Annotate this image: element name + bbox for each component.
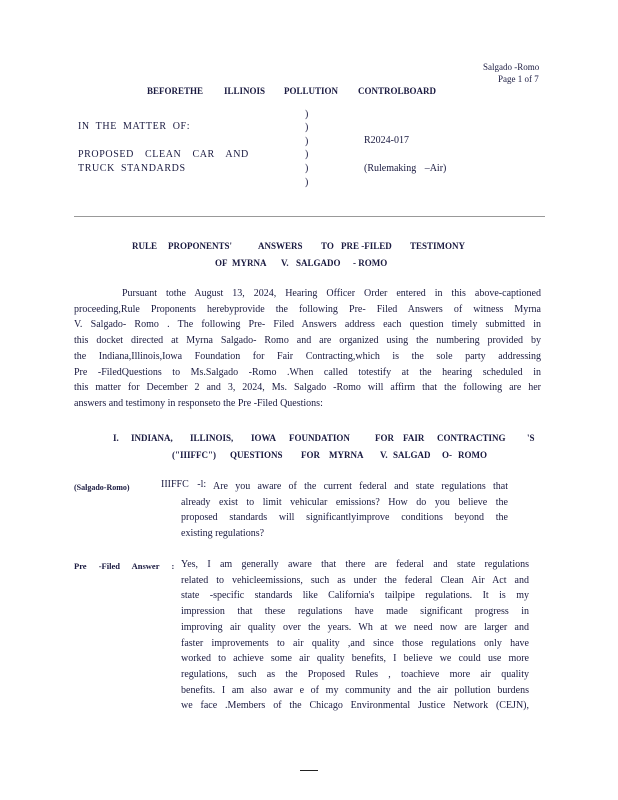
answer-line: faster improvements to air quality ,and since those regulations only have bbox=[181, 637, 529, 649]
board-word: BEFORETHE bbox=[147, 86, 204, 96]
title-word: MYRNA bbox=[232, 258, 267, 268]
answer-line: regulations, such as the Proposed Rules , toachieve more air quality bbox=[181, 668, 529, 680]
board-word: POLLUTION bbox=[284, 86, 339, 96]
paren: ) bbox=[305, 163, 309, 174]
question-line: already exist to limit vehicular emissions? How do you believe the bbox=[181, 496, 508, 508]
section-word: V. bbox=[380, 450, 388, 460]
section-word: FOR bbox=[375, 433, 394, 443]
title-word: V. bbox=[281, 258, 289, 268]
intro-line: this docket directed at Myrna Salgado- Romo and are organized using the numbering provided by bbox=[74, 335, 541, 347]
intro-paragraph bbox=[74, 286, 541, 412]
section-word: I. bbox=[113, 433, 119, 443]
board-word: CONTROLBOARD bbox=[358, 86, 437, 96]
question-text bbox=[181, 479, 508, 542]
answer-line: we face .Members of the Chicago Environmental Justice Network (CEJN), bbox=[181, 700, 529, 712]
title-word: SALGADO bbox=[296, 258, 341, 268]
section-word: FAIR bbox=[403, 433, 425, 443]
paren: ) bbox=[305, 149, 309, 160]
answer-line: improving air quality over the years. Wh at we need now are larger and bbox=[181, 621, 529, 633]
paren: ) bbox=[305, 136, 309, 147]
title-word: PROPONENTS' bbox=[168, 241, 233, 251]
section-word: CONTRACTING bbox=[437, 433, 506, 443]
answer-line: state -specific standards like California's tailpipe regulations. It is my bbox=[181, 590, 529, 602]
title-word: - ROMO bbox=[353, 258, 388, 268]
paren: ) bbox=[305, 177, 309, 188]
answer-text bbox=[181, 557, 529, 714]
answer-line: benefits. I am also awar e of my community and the air pollution burdens bbox=[181, 684, 529, 696]
horizontal-divider bbox=[74, 216, 545, 217]
title-word: TO bbox=[321, 241, 334, 251]
section-word: QUESTIONS bbox=[230, 450, 283, 460]
intro-line: the Indiana,Illinois,Iowa Foundation for Fair Contracting,which is the sole party addressing bbox=[74, 350, 541, 362]
question-line: existing regulations? bbox=[181, 528, 265, 540]
section-word: IOWA bbox=[251, 433, 277, 443]
section-word: 'S bbox=[527, 433, 535, 443]
title-word: TESTIMONY bbox=[410, 241, 466, 251]
footer-rule bbox=[300, 770, 318, 771]
paren: ) bbox=[305, 122, 309, 133]
section-word: MYRNA bbox=[329, 450, 364, 460]
answer-label: Pre -Filed Answer : bbox=[74, 561, 175, 571]
paren: ) bbox=[305, 109, 309, 120]
intro-line: this matter for December 2 and 3, 2024, Ms. Salgado -Romo will affirm that the following are her bbox=[74, 382, 541, 394]
section-word: ("IIIFFC") bbox=[172, 450, 216, 460]
answer-line: Yes, I am generally aware that there are federal and state regulations bbox=[181, 559, 529, 570]
title-word: PRE -FILED bbox=[341, 241, 392, 251]
header-witness: Salgado -Romo bbox=[483, 62, 540, 72]
question-line: Are you aware of the current federal and state regulations that bbox=[213, 481, 508, 492]
intro-line: Pursuant tothe August 13, 2024, Hearing Officer Order entered in this above-captioned bbox=[122, 288, 541, 299]
section-word: SALGAD bbox=[393, 450, 431, 460]
docket-number: R2024-017 bbox=[364, 135, 409, 146]
question-line: proposed standards will significantlyimprove conditions beyond the bbox=[181, 512, 508, 524]
intro-line: Pre -FiledQuestions to Ms.Salgado -Romo .When called totestify at the hearing scheduled in bbox=[74, 366, 541, 378]
caption-proposed-line1: PROPOSED CLEAN CAR AND bbox=[78, 149, 249, 160]
section-word: ROMO bbox=[458, 450, 487, 460]
title-word: ANSWERS bbox=[258, 241, 303, 251]
intro-line: proceeding,Rule Proponents herebyprovide the following Pre- Filed Answers of witness Myrna bbox=[74, 303, 541, 315]
section-word: ILLINOIS, bbox=[190, 433, 234, 443]
title-word: OF bbox=[215, 258, 228, 268]
question-witness-label: (Salgado-Romo) bbox=[74, 483, 130, 492]
answer-line: related to vehicleemissions, such as under the federal Clean Air Act and bbox=[181, 574, 529, 586]
intro-line: V. Salgado- Romo . The following Pre- Filed Answers address each question timely submitted in bbox=[74, 319, 541, 331]
answer-line: worked to achieve some air quality benefits, I believe we could use more bbox=[181, 653, 529, 665]
section-word: FOUNDATION bbox=[289, 433, 350, 443]
section-word: INDIANA, bbox=[131, 433, 173, 443]
intro-line: answers and testimony in responseto the Pre -Filed Questions: bbox=[74, 397, 323, 409]
caption-matter: IN THE MATTER OF: bbox=[78, 121, 191, 132]
caption-proposed-line2: TRUCK STANDARDS bbox=[78, 163, 186, 174]
title-word: RULE bbox=[132, 241, 158, 251]
board-word: ILLINOIS bbox=[224, 86, 266, 96]
header-page-number: Page 1 of 7 bbox=[498, 74, 539, 84]
answer-line: impression that these regulations have made significant progress in bbox=[181, 606, 529, 618]
docket-type: (Rulemaking –Air) bbox=[364, 163, 447, 174]
section-word: O- bbox=[442, 450, 452, 460]
section-word: FOR bbox=[301, 450, 320, 460]
question-number: IIIFFC -l: bbox=[161, 479, 207, 490]
